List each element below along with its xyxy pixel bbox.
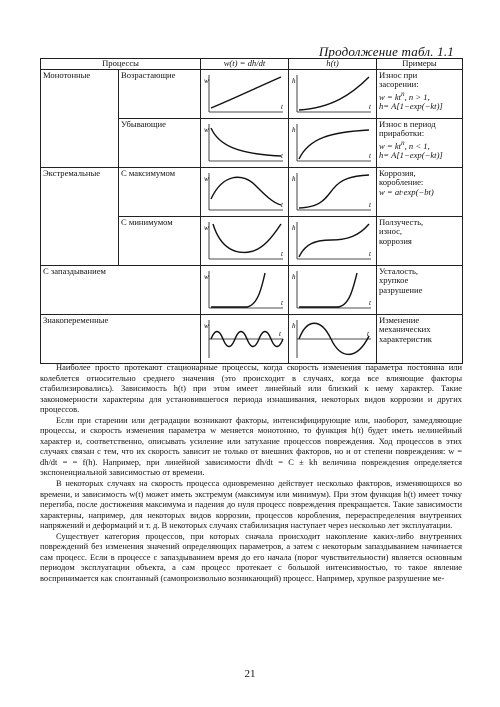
examples-delayed: Усталость, хрупкое разрушение — [377, 265, 463, 314]
value-graph — [289, 314, 377, 363]
svg-text:t: t — [281, 298, 283, 307]
rate-graph — [201, 265, 289, 314]
page-number: 21 — [244, 668, 256, 680]
value-graph-decreasing — [291, 120, 379, 166]
svg-text:h: h — [292, 174, 296, 183]
rate-graph-delayed — [203, 267, 291, 313]
sub-increasing: Возрастающие — [119, 69, 201, 118]
table-row — [41, 314, 463, 363]
rate-graph-alternating — [203, 316, 291, 362]
svg-text:w: w — [204, 272, 209, 281]
examples-maximum: Коррозия, коробление: w = at·exp(−bt) — [377, 167, 463, 216]
examples-decreasing: Износ в период приработки: $w = kt^n$, n < 1, h= A[1−exp(−kt)] — [377, 118, 463, 167]
examples-minimum: Ползучесть, износ, коррозия — [377, 216, 463, 265]
svg-text:t: t — [281, 200, 283, 209]
table-caption: Продолжение табл. 1.1 — [318, 44, 454, 59]
rate-graph — [201, 216, 289, 265]
svg-text:t: t — [281, 102, 283, 111]
header-examples: Примеры — [377, 59, 463, 70]
svg-text:w: w — [204, 321, 209, 330]
sub-minimum: С минимумом — [119, 216, 201, 265]
paragraph: В некоторых случаях на скорость процесса одновременно действует несколько факторов, изменяющихся во времени, и зависимость w(t) может иметь экстремум (максимум или минимум). При этом функция h(t) имеет точку перегиба, после достижения максимума и падения до нуля процесс повреждения прекращается. Такие зависимости характерны, например, для некоторых видов коррозии, процессов коробления, перераспределения внутренних напряжений и деформаций и т. д. В некоторых случаях стабилизация наступает через несколько лет эксплуатации. — [40, 478, 462, 531]
body-text — [40, 362, 462, 583]
rate-graph-increasing — [203, 71, 291, 117]
table-row — [41, 167, 463, 216]
examples-increasing: Износ при засорении: $w = kt^n$, n > 1, h= A[1−exp(−kt)] — [377, 69, 463, 118]
svg-text:t: t — [369, 249, 371, 258]
svg-text:h: h — [292, 125, 296, 134]
group-delayed: С запаздыванием — [41, 265, 201, 314]
svg-text:t: t — [369, 151, 371, 160]
rate-graph-minimum — [203, 218, 291, 264]
rate-graph — [201, 118, 289, 167]
rate-graph — [201, 69, 289, 118]
svg-text:h: h — [292, 272, 296, 281]
sub-maximum: С максимумом — [119, 167, 201, 216]
value-graph — [289, 265, 377, 314]
value-graph-delayed — [291, 267, 379, 313]
table-row — [41, 265, 463, 314]
value-graph — [289, 118, 377, 167]
value-graph-minimum — [291, 218, 379, 264]
rate-graph — [201, 314, 289, 363]
group-alternating: Знакопеременные — [41, 314, 201, 363]
svg-text:t: t — [281, 249, 283, 258]
svg-text:t: t — [369, 102, 371, 111]
header-processes: Процессы — [41, 59, 201, 70]
header-value: h(t) — [289, 59, 377, 70]
value-graph-maximum — [291, 169, 379, 215]
svg-text:h: h — [292, 223, 296, 232]
sub-decreasing: Убывающие — [119, 118, 201, 167]
svg-text:t: t — [281, 151, 283, 160]
examples-alternating: Изменение механических характеристик — [377, 314, 463, 363]
svg-text:w: w — [204, 125, 209, 134]
value-graph — [289, 69, 377, 118]
svg-text:w: w — [204, 223, 209, 232]
svg-text:t: t — [367, 329, 369, 338]
value-graph — [289, 216, 377, 265]
rate-graph-decreasing — [203, 120, 291, 166]
svg-text:t: t — [369, 298, 371, 307]
process-table — [40, 58, 463, 364]
svg-text:h: h — [292, 321, 296, 330]
table-header-row — [41, 59, 463, 70]
paragraph: Существует категория процессов, при которых сначала происходит накопление каких-либо внутренних повреждений без изменения значений определяющих параметров, а затем с некоторым запаздыванием начинается сам процесс. Если в процессе с запаздыванием время до его начала (порог чувствительности) является основным периодом эксплуатации объекта, а сам процесс протекает с большой интенсивностью, то такое явление воспринимается как спонтанный (самопроизвольно возникающий) процесс. Например, хрупкое разрушение ме- — [40, 530, 462, 583]
value-graph-increasing — [291, 71, 379, 117]
table-row — [41, 69, 463, 118]
header-rate: w(t) = dh/dt — [201, 59, 289, 70]
paragraph: Если при старении или деградации возникают факторы, интенсифицирующие или, наоборот, замедляющие процессы, и скорость изменения параметра w меняется монотонно, то функция h(t) будет иметь нелинейный характер и, соответственно, описывать усиление или затухание процессов повреждения. Ход процессов в этих случаях связан с тем, что их скорость зависит не только от внешних факторов, но и от степени повреждения: w = dh/dt = = f(h). Например, при линейной зависимости dh/dt = C ± kh величина повреждения определяется экспоненциальной зависимостью от времени. — [40, 414, 462, 478]
value-graph — [289, 167, 377, 216]
svg-text:t: t — [279, 329, 281, 338]
value-graph-alternating — [291, 316, 379, 362]
group-extreme: Экстремальные — [41, 167, 119, 265]
svg-text:w: w — [204, 174, 209, 183]
rate-graph — [201, 167, 289, 216]
svg-text:t: t — [369, 200, 371, 209]
group-monotone: Монотонные — [41, 69, 119, 167]
paragraph: Наиболее просто протекают стационарные процессы, когда скорость изменения параметра постоянна или колеблется относительно среднего значения (это происходит в случаях, когда все влияющие факторы стабилизировались). Зависимость h(t) при этом имеет линейный или близкий к нему характер. Такие закономерности характерны для установившегося периода изнашивания, некоторых видов коррозии и других процессов. — [40, 362, 462, 415]
svg-text:h: h — [292, 76, 296, 85]
rate-graph-maximum — [203, 169, 291, 215]
svg-text:w: w — [204, 76, 209, 85]
